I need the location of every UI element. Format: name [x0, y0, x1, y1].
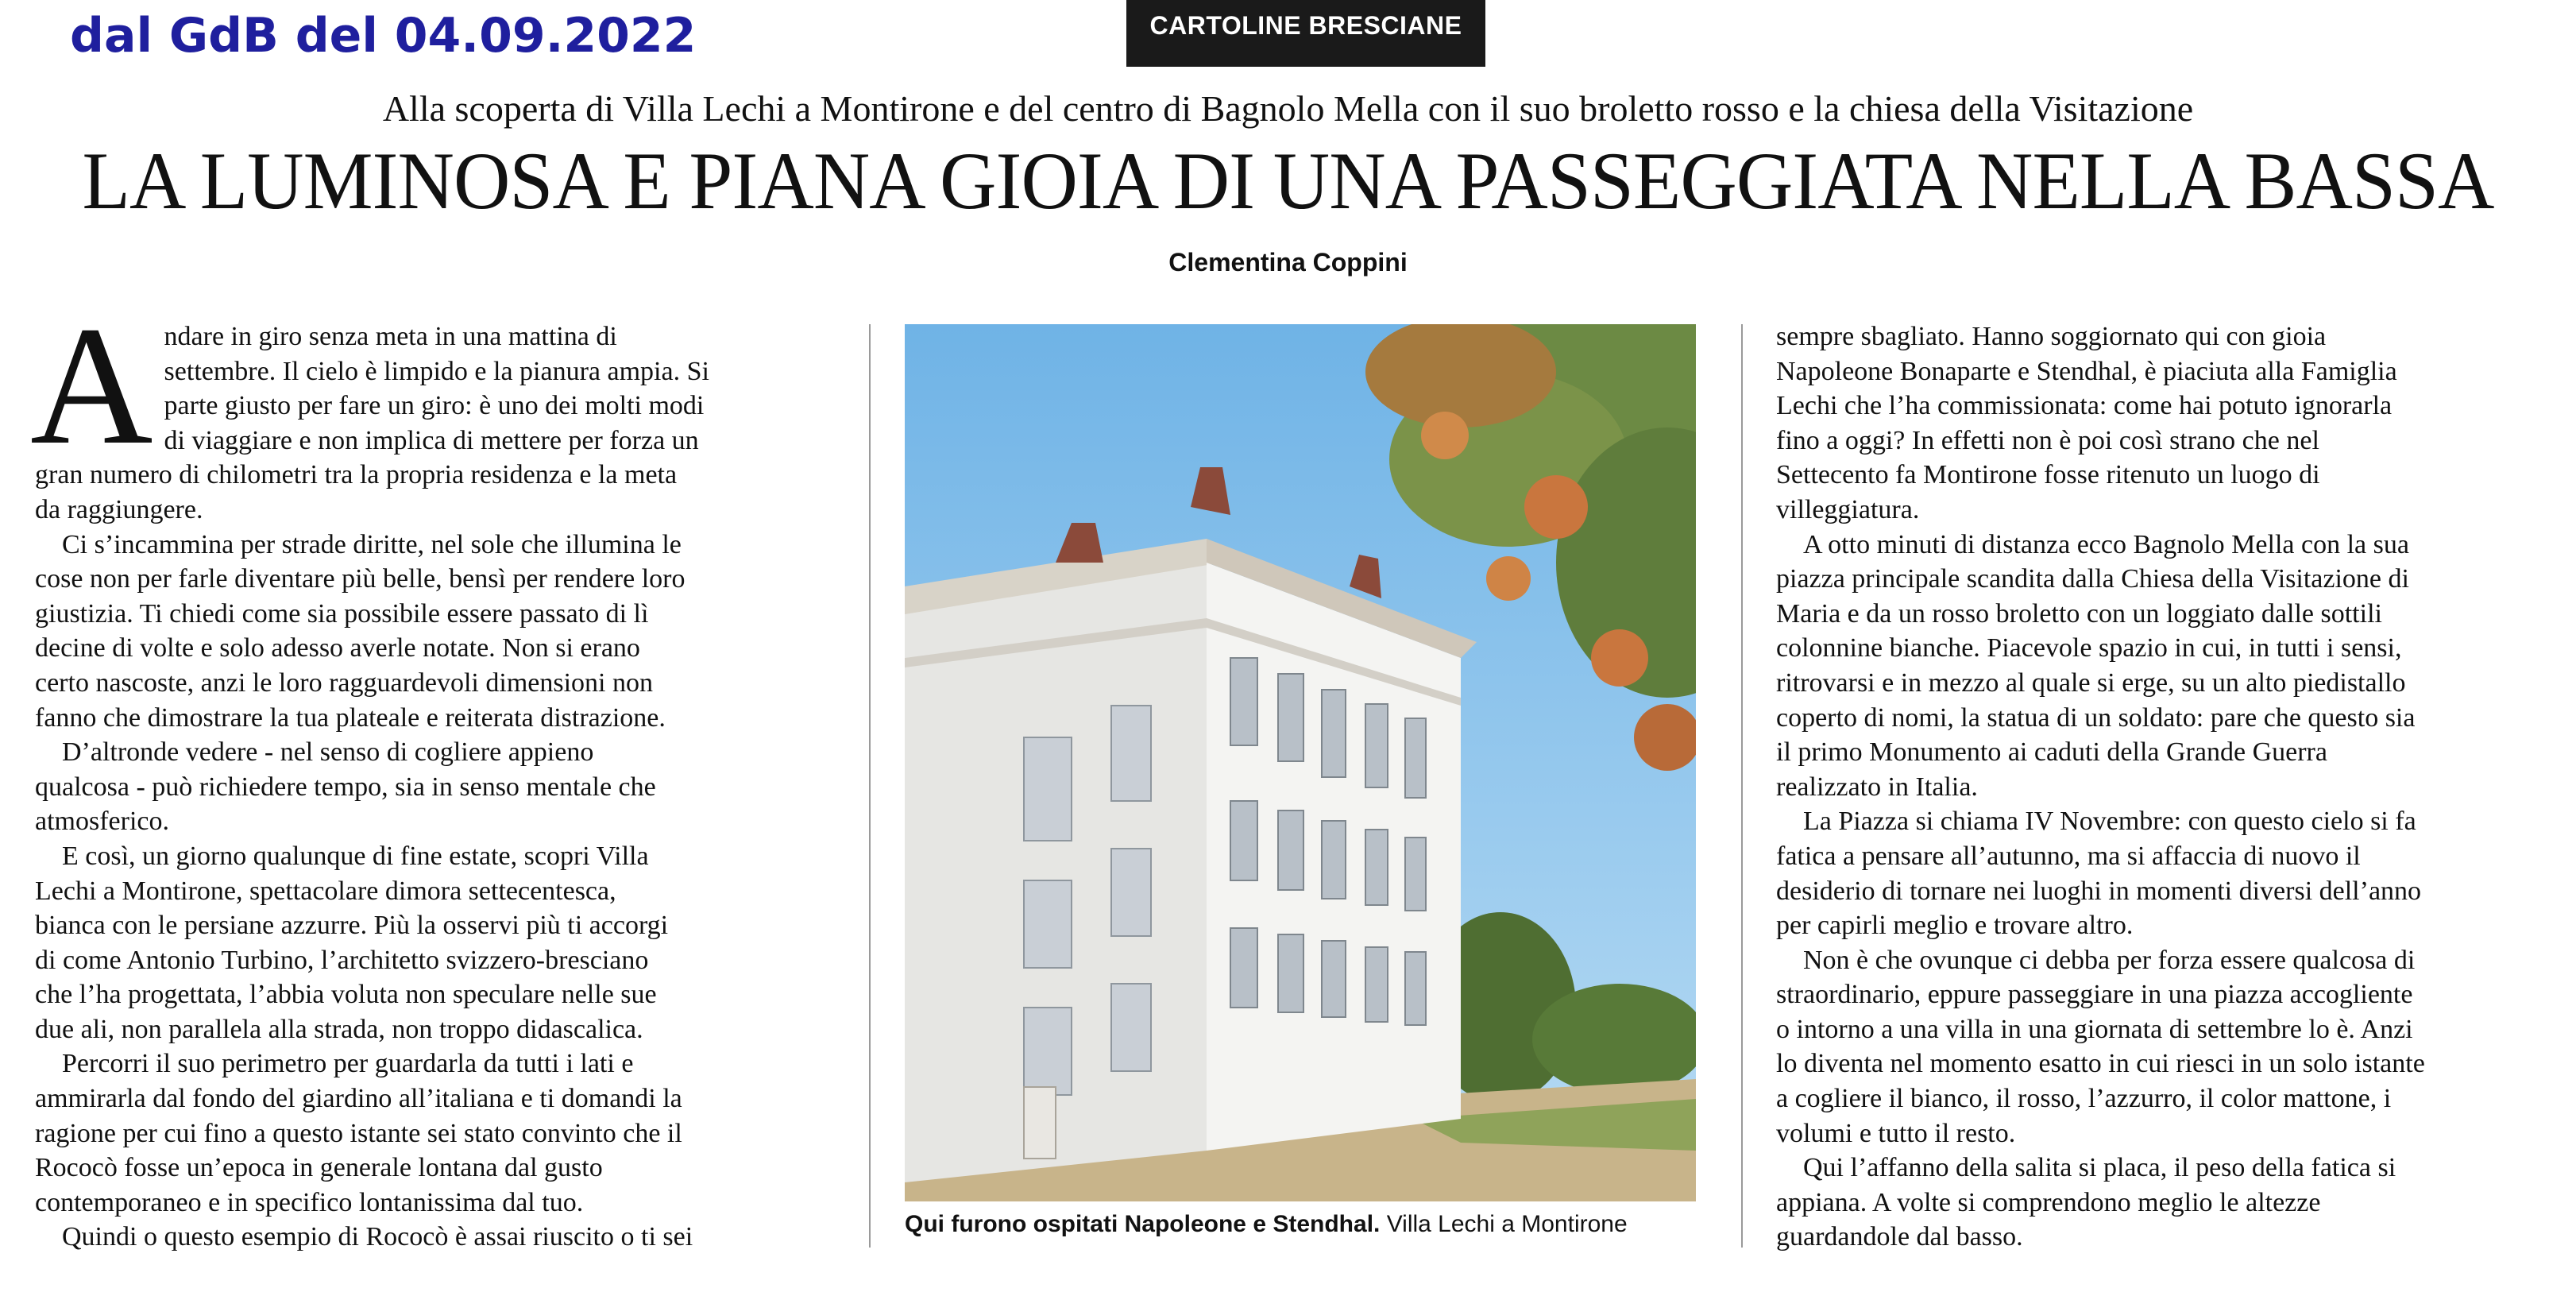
article-line: D’altronde vedere - nel senso di cogliere appieno [62, 737, 594, 768]
column-1-body [35, 319, 845, 1255]
article-line: contemporaneo e in specifico lontanissima dal tuo. [35, 1187, 584, 1217]
column-3-body [1776, 319, 2570, 1255]
article-line: ammirarla dal fondo del giardino all’italiana e ti domandi la [35, 1084, 682, 1114]
section-tag: CARTOLINE BRESCIANE [1126, 0, 1485, 67]
caption-text: Villa Lechi a Montirone [1380, 1211, 1628, 1237]
photo-caption [905, 1211, 1628, 1238]
article-line: ndare in giro senza meta in una mattina di [164, 322, 617, 351]
article-line: straordinario, eppure passeggiare in una piazza accogliente [1776, 980, 2413, 1010]
article-line: Percorri il suo perimetro per guardarla da tutti i lati e [62, 1049, 634, 1079]
article-line: Qui l’affanno della salita si placa, il peso della fatica si [1803, 1153, 2396, 1183]
article-line: da raggiungere. [35, 494, 203, 524]
drop-cap: A [30, 292, 153, 480]
article-line: Napoleone Bonaparte e Stendhal, è piaciuta alla Famiglia [1776, 356, 2397, 386]
article-line: giustizia. Ti chiedi come sia possibile essere passato di lì [35, 598, 649, 629]
article-line: coperto di nomi, la statua di un soldato: pare che questo sia [1776, 702, 2416, 733]
article-column-3 [1776, 319, 2570, 1255]
article-line: a cogliere il bianco, il rosso, l’azzurro, il color mattone, i [1776, 1084, 2392, 1114]
article-line: o intorno a una villa in una giornata di settembre lo è. Anzi [1776, 1014, 2413, 1044]
article-line: due ali, non parallela alla strada, non troppo didascalica. [35, 1014, 643, 1044]
source-stamp: dal GdB del 04.09.2022 [70, 8, 697, 64]
article-line: piazza principale scandita dalla Chiesa della Visitazione di [1776, 564, 2409, 594]
article-line: ragione per cui fino a questo istante sei stato convinto che il [35, 1118, 682, 1148]
article-line: Settecento fa Montirone fosse ritenuto un luogo di [1776, 460, 2320, 490]
article-line: di come Antonio Turbino, l’architetto svizzero-bresciano [35, 945, 649, 975]
column-rule-left [869, 324, 871, 1248]
article-line: Non è che ovunque ci debba per forza essere qualcosa di [1803, 945, 2416, 975]
article-line: lo diventa nel momento esatto in cui riesci in un solo istante [1776, 1049, 2425, 1079]
article-line: di viaggiare e non implica di mettere per forza un [164, 425, 699, 455]
villa-photo-drawing [905, 324, 1696, 1201]
article-line: volumi e tutto il resto. [1776, 1118, 2016, 1148]
column-rule-right [1741, 324, 1743, 1248]
article-line: sempre sbagliato. Hanno soggiornato qui con gioia [1776, 322, 2327, 351]
article-line: per capirli meglio e trovare altro. [1776, 911, 2134, 941]
article-line: colonnine bianche. Piacevole spazio in cui, in tutti i sensi, [1776, 633, 2402, 663]
article-line: villeggiatura. [1776, 494, 1920, 524]
article-line: Quindi o questo esempio di Rococò è assai riuscito o ti sei [62, 1222, 693, 1252]
article-line: atmosferico. [35, 807, 169, 837]
caption-lead: Qui furono ospitati Napoleone e Stendhal. [905, 1211, 1381, 1237]
article-line: fino a oggi? In effetti non è poi così strano che nel [1776, 425, 2319, 455]
article-line: bianca con le persiane azzurre. Più la osservi più ti accorgi [35, 911, 669, 941]
article-line: desiderio di tornare nei luoghi in momenti diversi dell’anno [1776, 876, 2422, 906]
article-line: La Piazza si chiama IV Novembre: con questo cielo si fa [1803, 807, 2416, 837]
villa-photo [905, 324, 1696, 1201]
article-column-1 [30, 292, 845, 1255]
article-line: fanno che dimostrare la tua plateale e reiterata distrazione. [35, 702, 666, 733]
article-line: ritrovarsi e in mezzo al quale si erge, su un alto piedistallo [1776, 667, 2406, 698]
article-line: guardandole dal basso. [1776, 1222, 2023, 1252]
article-line: realizzato in Italia. [1776, 772, 1978, 802]
article-line: gran numero di chilometri tra la propria residenza e la meta [35, 460, 678, 490]
article-line: settembre. Il cielo è limpido e la pianura ampia. Si [164, 356, 709, 386]
article-line: A otto minuti di distanza ecco Bagnolo Mella con la sua [1803, 529, 2409, 559]
article-line: appiana. A volte si comprendono meglio le altezze [1776, 1187, 2321, 1217]
article-line: che l’ha progettata, l’abbia voluta non speculare nelle sue [35, 980, 657, 1010]
article-line: E così, un giorno qualunque di fine estate, scopri Villa [62, 841, 649, 871]
article-line: Lechi che l’ha commissionata: come hai potuto ignorarla [1776, 391, 2393, 421]
byline: Clementina Coppini [1168, 248, 1408, 277]
article-line: il primo Monumento ai caduti della Grande Guerra [1776, 737, 2327, 768]
article-line: certo nascoste, anzi le loro ragguardevoli dimensioni non [35, 667, 653, 698]
article-line: cose non per farle diventare più belle, bensì per rendere loro [35, 564, 686, 594]
article-line: Maria e da un rosso broletto con un loggiato dalle sottili [1776, 598, 2382, 629]
article-line: Ci s’incammina per strade diritte, nel sole che illumina le [62, 529, 682, 559]
article-line: qualcosa - può richiedere tempo, sia in senso mentale che [35, 772, 656, 802]
headline: LA LUMINOSA E PIANA GIOIA DI UNA PASSEGGIATA NELLA BASSA [82, 136, 2494, 226]
kicker: Alla scoperta di Villa Lechi a Montirone e del centro di Bagnolo Mella con il suo broletto rosso e la chiesa della Visitazione [382, 88, 2194, 129]
article-line: parte giusto per fare un giro: è uno dei molti modi [164, 391, 705, 421]
article-line: Lechi a Montirone, spettacolare dimora settecentesca, [35, 876, 616, 906]
article-line: fatica a pensare all’autunno, ma si affaccia di nuovo il [1776, 841, 2361, 871]
article-line: decine di volte e solo adesso averle notate. Non si erano [35, 633, 640, 663]
article-line: Rococò fosse un’epoca in generale lontana dal gusto [35, 1153, 603, 1183]
